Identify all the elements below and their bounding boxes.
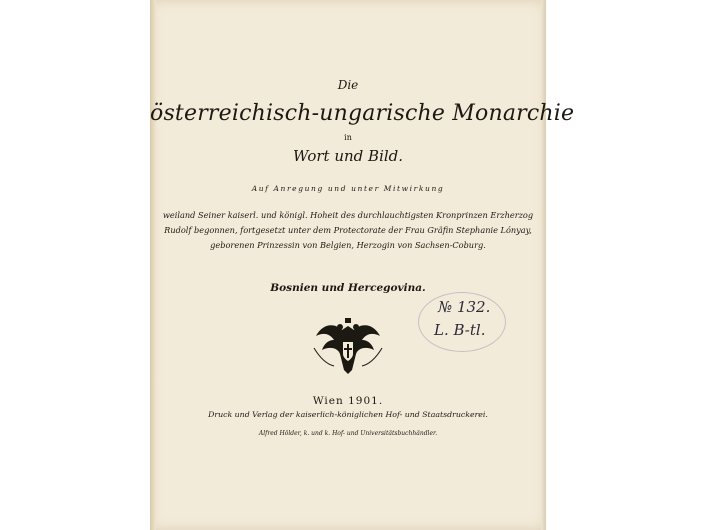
- place-and-year: Wien 1901.: [312, 395, 384, 407]
- title-conjunction: in: [344, 133, 352, 142]
- bookseller-line: Alfred Hölder, k. und k. Hof- und Universitätsbuchhändler.: [258, 430, 438, 437]
- dedication-line-3: geborenen Prinzessin von Belgien, Herzogin von Sachsen-Coburg.: [210, 240, 486, 250]
- stamp-number: № 132.: [438, 298, 491, 316]
- stamp-signature: L. B-tl.: [434, 321, 486, 339]
- initiative-line: Auf Anregung und unter Mitwirkung: [251, 184, 445, 193]
- printer-line: Druck und Verlag der kaiserlich-königlichen Hof- und Staatsdruckerei.: [208, 410, 488, 419]
- dedication-line-1: weiland Seiner kaiserl. und königl. Hoheit des durchlauchtigsten Kronprinzen Erzherzog: [162, 210, 534, 220]
- title-article: Die: [337, 78, 359, 92]
- double-headed-eagle-emblem-icon: [312, 318, 384, 378]
- main-title: österreichisch-ungarische Monarchie: [150, 101, 575, 126]
- subtitle: Wort und Bild.: [292, 147, 404, 165]
- library-stamp: [418, 292, 506, 352]
- volume-title: Bosnien und Hercegovina.: [270, 282, 426, 294]
- dedication-line-2: Rudolf begonnen, fortgesetzt unter dem Protectorate der Frau Gräfin Stephanie Lónyay,: [164, 225, 532, 235]
